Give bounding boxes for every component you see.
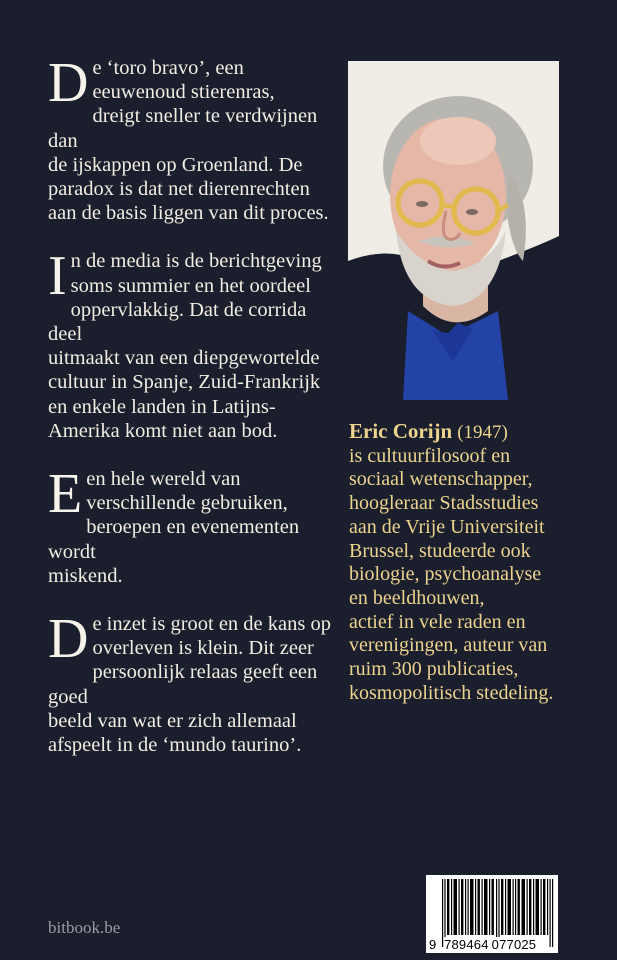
blurb-line: en hele wereld van [86, 468, 241, 491]
publisher-url: bitbook.be [48, 918, 121, 937]
blurb-line: n de media is de berichtgeving [70, 250, 322, 273]
blurb-line: miskend. [48, 564, 123, 587]
drop-cap: D [48, 52, 89, 114]
bio-line: hoogleraar Stadsstudies [349, 492, 539, 515]
blurb-line: aan de basis liggen van dit proces. [48, 202, 329, 225]
bio-line: aan de Vrije Universiteit [349, 515, 545, 538]
blurb-line: e inzet is groot en de kans op [92, 613, 331, 636]
bio-line: Brussel, studeerde ook [349, 539, 531, 562]
isbn-right-group: 077025 [491, 937, 537, 952]
bio-line: actief in vele raden en [349, 610, 526, 633]
author-bio [349, 420, 599, 705]
blurb-paragraph-2 [48, 245, 338, 443]
author-birth-year: (1947) [457, 422, 508, 443]
blurb-line: soms summier en het oordeel [70, 274, 311, 297]
blurb-line: overleven is klein. Dit zeer [92, 637, 314, 660]
blurb-line: uitmaakt van een diepgewortelde [48, 347, 320, 370]
blurb-paragraph-3 [48, 463, 338, 588]
blurb-line: persoonlijk relaas geeft een goed [48, 661, 318, 708]
isbn-barcode [426, 875, 558, 953]
blurb-line: Amerika komt niet aan bod. [48, 419, 278, 442]
blurb-line: cultuur in Spanje, Zuid-Frankrijk [48, 371, 321, 394]
blurb-line: oppervlakkig. Dat de corrida deel [48, 298, 307, 346]
blurb-line: beroepen en evenementen wordt [48, 516, 300, 563]
bio-line: is cultuurfilosoof en [349, 444, 511, 467]
bio-line: ruim 300 publicaties, [349, 658, 519, 681]
author-name: Eric Corijn [349, 419, 453, 443]
drop-cap: I [48, 245, 67, 308]
bio-line: verenigingen, auteur van [349, 634, 548, 657]
isbn-digits [429, 938, 536, 951]
blurb-line: e ‘toro bravo’, een [92, 57, 244, 79]
isbn-left-group: 789464 [444, 937, 489, 952]
bio-line: kosmopolitisch stedeling. [349, 681, 554, 704]
blurb-line: verschillende gebruiken, [86, 492, 288, 515]
blurb-line: dreigt sneller te verdwijnen dan [48, 105, 318, 152]
drop-cap: E [48, 463, 83, 526]
author-portrait-icon [348, 61, 559, 400]
blurb-paragraph-4 [48, 608, 338, 757]
blurb-line: de ijskappen op Groenland. De [48, 153, 303, 176]
blurb-line: en enkele landen in Latijns- [48, 395, 276, 418]
bio-line: sociaal wetenschapper, [349, 468, 533, 491]
drop-cap: D [48, 608, 89, 671]
blurb-line: eeuwenoud stierenras, [92, 81, 275, 104]
blurb-line: paradox is dat net dierenrechten [48, 178, 310, 201]
isbn-lead-digit: 9 [429, 937, 437, 952]
blurb-line: beeld van wat er zich allemaal [48, 709, 297, 732]
bio-line: en beeldhouwen, [349, 586, 485, 609]
blurb-line: afspeelt in de ‘mundo taurino’. [48, 734, 302, 757]
author-photo [348, 61, 559, 400]
back-cover-blurb [48, 52, 338, 781]
bio-line: biologie, psychoanalyse [349, 563, 542, 586]
blurb-paragraph-1 [48, 52, 338, 225]
